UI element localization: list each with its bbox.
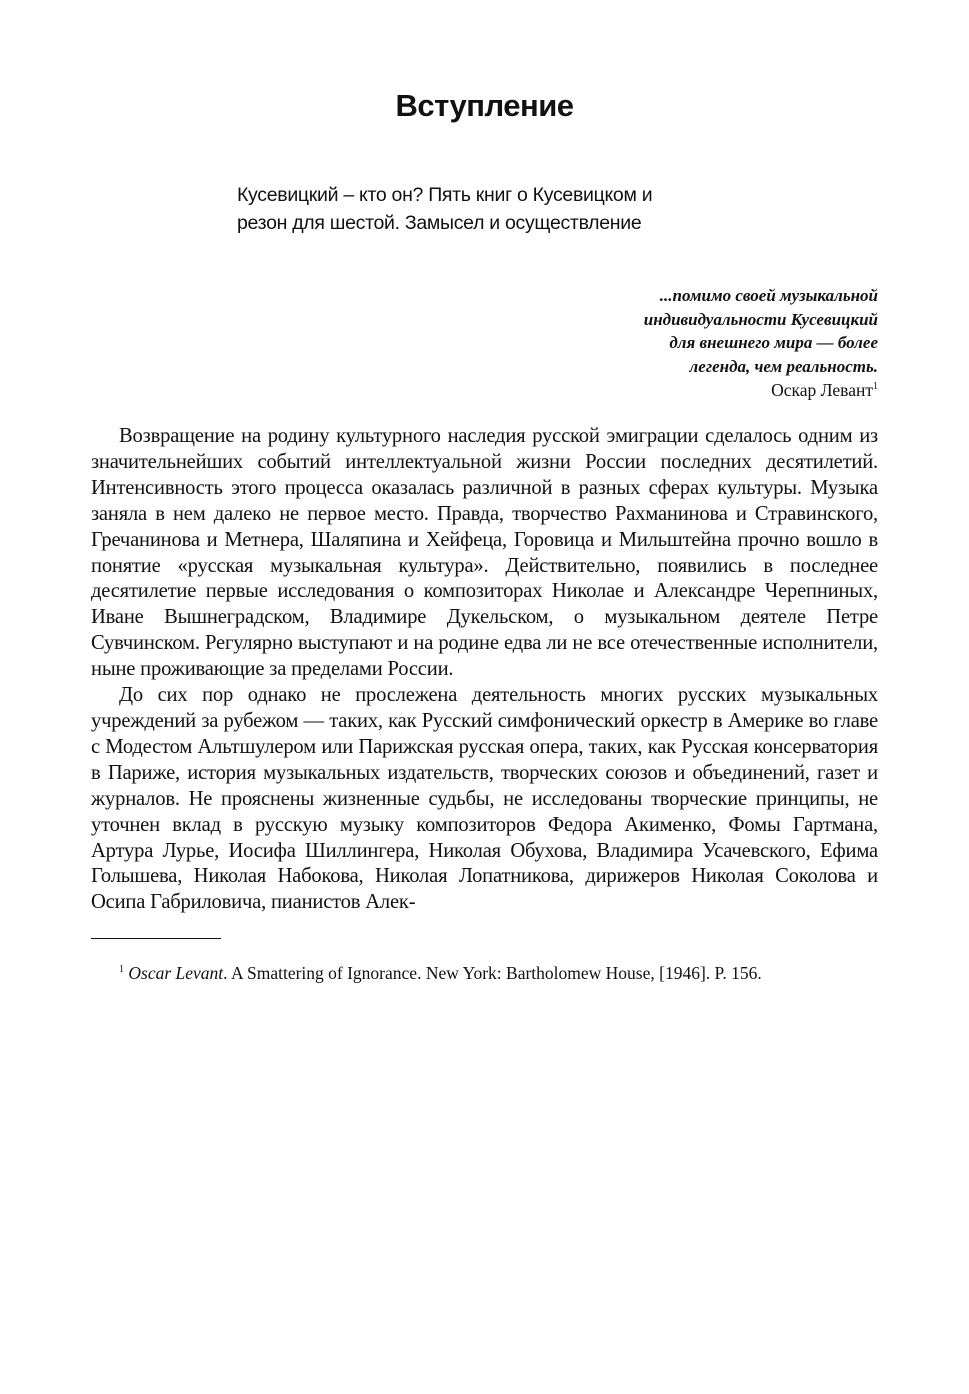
epigraph bbox=[458, 284, 878, 403]
chapter-title: Вступление bbox=[395, 88, 574, 123]
epigraph-line: для внешнего мира — более bbox=[669, 333, 878, 352]
paragraph: Возвращение на родину культурного наследия русской эмиграции сделалось одним из значительнейших событий интеллектуальной жизни России последних десятилетий. Интенсивность этого процесса оказалась различной в разных сферах культуры. Музыка заняла в нем далеко не первое место. Правда, творчество Рахманинова и Стравинского, Гречанинова и Метнера, Шаляпина и Хейфеца, Горовица и Мильштейна прочно вошло в понятие «русская музыкальная культура». Действительно, появились в последнее десятилетие первые исследования о композиторах Николае и Александре Черепниных, Иване Вышнеградском, Владимире Дукельском, о музыкальном деятеле Петре Сувчинском. Регулярно выступают и на родине едва ли не все отечественные исполнители, ныне проживающие за пределами России. bbox=[91, 425, 878, 681]
epigraph-author bbox=[458, 379, 878, 403]
paragraph: До сих пор однако не прослежена деятельность многих русских музыкальных учреждений за рубежом — таких, как Русский симфонический оркестр в Америке во главе с Модестом Альтшулером или Парижская русская опера, таких, как Русская консерватория в Париже, история музыкальных издательств, творческих союзов и объединений, газет и журналов. Не прояснены жизненные судьбы, не исследованы творческие принципы, не уточнен вклад в русскую музыку композиторов Федора Акименко, Фомы Гартмана, Артура Лурье, Иосифа Шиллингера, Николая Обухова, Владимира Усачевского, Ефима Голышева, Николая Набокова, Николая Лопатникова, дирижеров Николая Соколова и Осипа Габриловича, пианистов Алек- bbox=[91, 684, 878, 914]
footnote bbox=[119, 962, 879, 985]
footnote-author: Oscar Levant bbox=[128, 963, 224, 983]
epigraph-line: индивидуальности Кусевицкий bbox=[643, 309, 878, 329]
footnote-text: . A Smattering of Ignorance. New York: Bartholomew House, [1946]. P. 156. bbox=[223, 963, 762, 983]
epigraph-quote bbox=[458, 284, 878, 378]
footnote-reference[interactable]: 1 bbox=[873, 381, 878, 393]
epigraph-line: ...помимо своей музыкальной bbox=[659, 286, 878, 305]
chapter-subtitle-line: резон для шестой. Замысел и осуществление bbox=[237, 212, 642, 234]
chapter-subtitle bbox=[237, 181, 757, 237]
body-text bbox=[91, 424, 878, 916]
footnote-divider bbox=[91, 938, 221, 939]
footnote-number: 1 bbox=[119, 964, 124, 976]
chapter-subtitle-line: Кусевицкий – кто он? Пять книг о Кусевицком и bbox=[237, 184, 653, 206]
epigraph-line: легенда, чем реальность. bbox=[689, 356, 878, 376]
epigraph-author-name: Оскар Левант bbox=[771, 380, 873, 400]
